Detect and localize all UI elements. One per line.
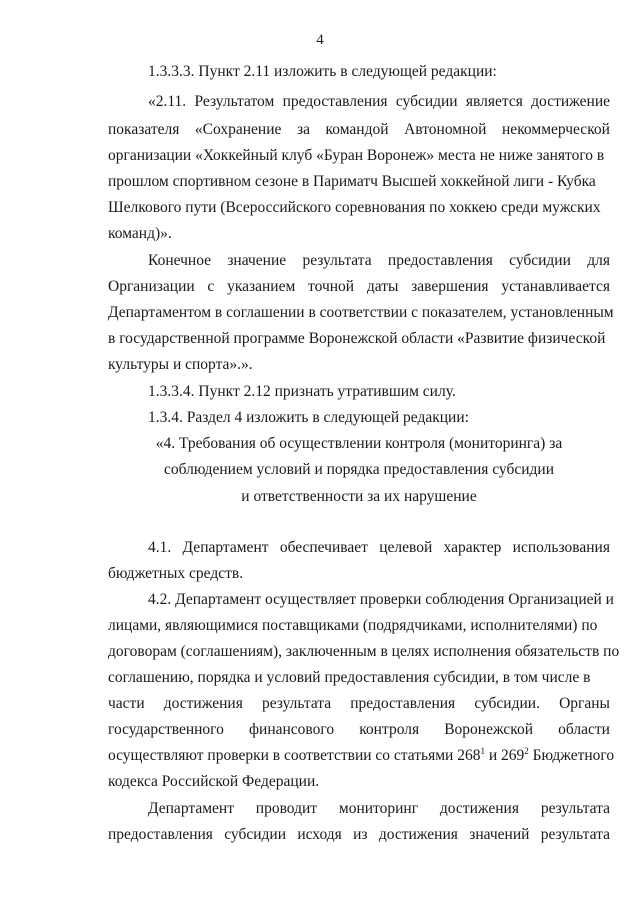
word: для [587, 252, 610, 269]
paragraph-line: 4.2. Департамент осуществляет проверки соблюдения Организацией и [148, 591, 614, 608]
page-number: 4 [316, 32, 324, 48]
word: некоммерческой [502, 121, 610, 138]
word: за [296, 121, 310, 138]
paragraph-line-justified [148, 800, 610, 818]
paragraph-line: Департаментом в соглашении в соответствии с показателем, установленным [108, 304, 614, 321]
paragraph-line: лицами, являющимися поставщиками (подрядчиками, исполнителями) по [108, 617, 598, 634]
word: точной [308, 278, 355, 295]
word: части [108, 695, 145, 712]
word: субсидии [509, 252, 571, 269]
word: указанием [227, 278, 296, 295]
word: исходя [297, 826, 342, 843]
paragraph-line: соглашению, порядка и условий предоставления субсидии, в том числе в [108, 669, 591, 686]
text-segment: и 269 [484, 747, 525, 764]
section-heading-line: «4. Требования об осуществлении контроля (мониторинга) за [155, 435, 563, 452]
word: Воронежской [444, 721, 534, 738]
word: предоставления [108, 826, 213, 843]
section-heading-line: соблюдением условий и порядка предоставления субсидии [163, 461, 555, 478]
word: целевой [379, 539, 433, 556]
word: субсидии [395, 93, 458, 110]
word: с [207, 278, 215, 295]
paragraph-line: бюджетных средств. [108, 565, 244, 582]
paragraph-line-justified [108, 721, 610, 739]
word: «2.11. [148, 93, 187, 110]
text-segment: Бюджетного [528, 747, 615, 764]
word: Конечное [148, 252, 212, 269]
word: показателя [108, 121, 180, 138]
word: Органы [559, 695, 610, 712]
word: значений [469, 826, 530, 843]
paragraph-line: договорам (соглашениям), заключенным в целях исполнения обязательств по [108, 643, 620, 660]
paragraph-line-justified [108, 278, 610, 296]
word: Департамент [148, 800, 234, 817]
paragraph-line-justified [148, 539, 610, 557]
word: субсидии [224, 826, 286, 843]
paragraph-line-justified [148, 252, 610, 270]
paragraph-line: 1.3.3.4. Пункт 2.12 признать утратившим силу. [148, 383, 456, 400]
word: результата [302, 252, 372, 269]
word: достижение [531, 93, 610, 110]
paragraph-line-justified [108, 826, 610, 844]
word: является [465, 93, 523, 110]
paragraph-line: организации «Хоккейный клуб «Буран Воронеж» места не ниже занятого в [108, 147, 605, 164]
superscript: 1 [480, 745, 485, 756]
word: командой [325, 121, 389, 138]
word: мониторинг [338, 800, 419, 817]
superscript: 2 [524, 745, 529, 756]
word: использования [512, 539, 610, 556]
text-segment: осуществляют проверки в соответствии со статьями 268 [108, 747, 481, 764]
paragraph-line: Шелкового пути (Всероссийского соревнования по хоккею среди мужских [108, 199, 601, 216]
word: обеспечивает [279, 539, 368, 556]
paragraph-line: прошлом спортивном сезоне в Париматч Высшей хоккейной лиги - Кубка [108, 173, 596, 190]
word: предоставления [387, 252, 493, 269]
word: предоставления [350, 695, 456, 712]
paragraph-line-justified [108, 695, 610, 713]
paragraph-line: 1.3.4. Раздел 4 изложить в следующей редакции: [148, 409, 469, 426]
word: проводит [255, 800, 318, 817]
word: завершения [411, 278, 489, 295]
word: из [353, 826, 368, 843]
word: 4.1. [148, 539, 172, 556]
paragraph-line: 1.3.3.3. Пункт 2.11 изложить в следующей редакции: [148, 63, 497, 80]
word: контроля [359, 721, 420, 738]
paragraph-line-justified [148, 93, 610, 111]
word: предоставления [282, 93, 388, 110]
word: даты [366, 278, 399, 295]
word: характер [443, 539, 502, 556]
paragraph-line: культуры и спорта».». [108, 356, 253, 373]
paragraph-line-with-superscripts [108, 747, 614, 765]
paragraph-line-justified [108, 121, 610, 139]
word: финансового [248, 721, 335, 738]
word: субсидии. [474, 695, 540, 712]
word: достижения [378, 826, 458, 843]
word: устанавливается [501, 278, 610, 295]
word: достижения [439, 800, 519, 817]
word: результата [540, 800, 610, 817]
word: результата [540, 826, 610, 843]
word: достижения [163, 695, 243, 712]
paragraph-line: кодекса Российской Федерации. [108, 773, 320, 790]
word: значение [227, 252, 287, 269]
word: Организации [108, 278, 195, 295]
word: государственного [108, 721, 224, 738]
word: Результатом [194, 93, 275, 110]
section-heading-line: и ответственности за их нарушение [241, 488, 477, 505]
word: результата [261, 695, 332, 712]
paragraph-line: команд)». [108, 225, 172, 242]
word: Департамент [182, 539, 269, 556]
paragraph-line: в государственной программе Воронежской области «Развитие физической [108, 330, 606, 347]
word: области [558, 721, 610, 738]
word: «Сохранение [194, 121, 282, 138]
word: Автономной [404, 121, 487, 138]
